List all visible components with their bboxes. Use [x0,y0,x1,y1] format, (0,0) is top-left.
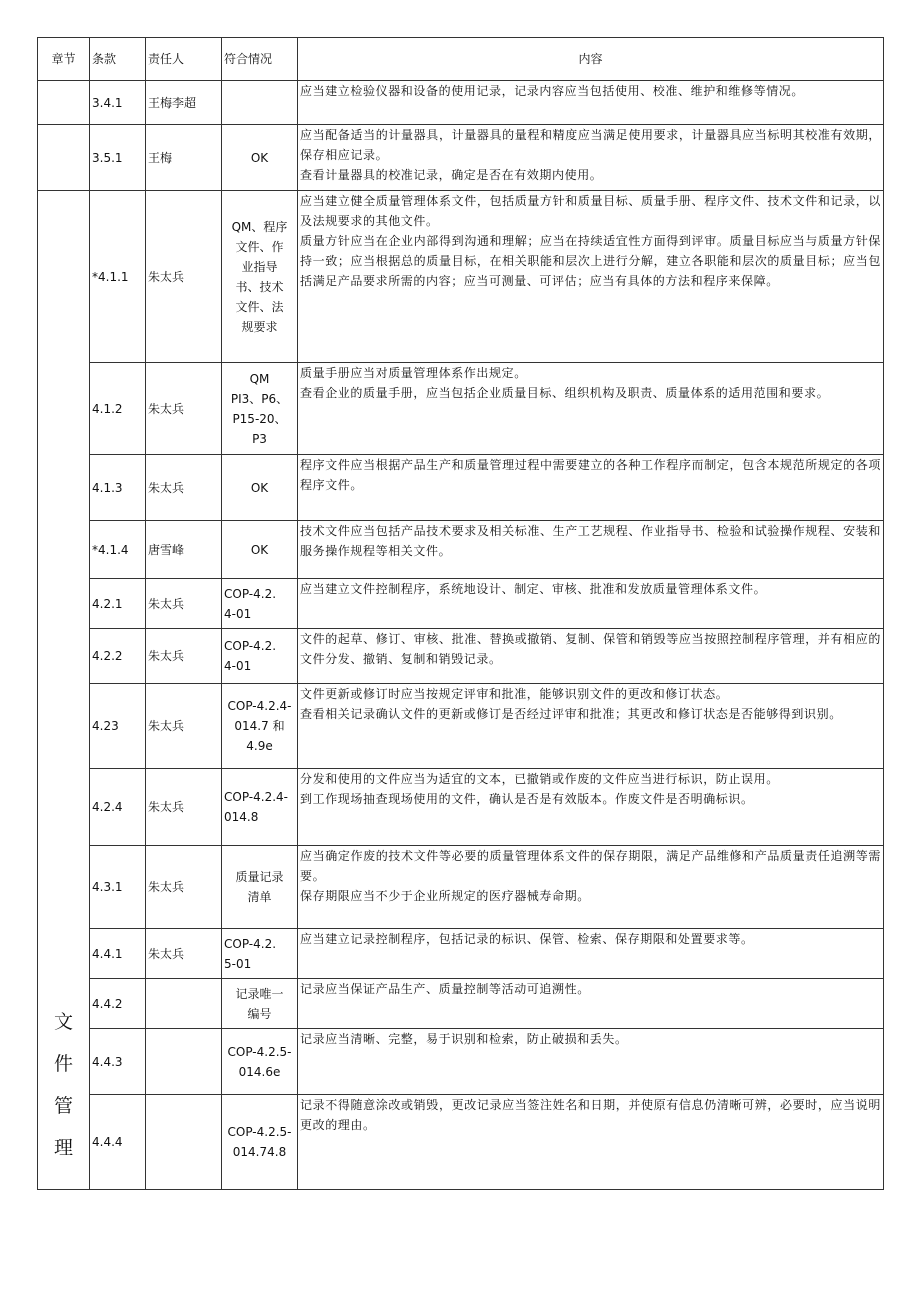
status-cell [222,579,298,629]
clause-cell: 4.1.2 [90,363,146,455]
clause-cell: 3.5.1 [90,125,146,191]
content-cell [298,1095,884,1190]
clause-cell: 4.23 [90,684,146,769]
chapter-char: 理 [53,1137,73,1159]
content-cell [298,363,884,455]
table-row [38,455,884,521]
status-line: COP-4.2.5- [227,1044,292,1059]
clause-cell: 4.2.1 [90,579,146,629]
content-paragraph: 查看相关记录确认文件的更新或修订是否经过评审和批准；其更改和修订状态是否能够得到识别。 [300,707,842,721]
status-line: COP-4.2. [224,936,277,951]
chapter-cell-empty [38,125,90,191]
owner-cell [146,979,222,1029]
content-paragraph: 质量手册应当对质量管理体系作出规定。 [300,366,527,380]
content-cell [298,1029,884,1095]
compliance-table [37,37,884,1190]
content-cell [298,521,884,579]
status-line: COP-4.2.5- [227,1125,292,1139]
content-cell [298,81,884,125]
header-content: 内容 [298,38,884,81]
status-cell [222,81,298,125]
clause-cell: 4.4.2 [90,979,146,1029]
status-line: OK [250,480,269,495]
clause-cell: 4.4.1 [90,929,146,979]
owner-cell: 朱太兵 [146,629,222,684]
status-line: COP-4.2.4- [224,790,288,804]
owner-cell: 朱太兵 [146,579,222,629]
chapter-char: 件 [53,1053,73,1075]
table-row [38,81,884,125]
status-line: 4-01 [224,659,252,673]
status-line: 文件、作 [235,239,284,254]
table-row [38,769,884,846]
status-line: 清单 [247,890,272,904]
content-paragraph: 查看企业的质量手册，应当包括企业质量目标、组织机构及职责、质量体系的适用范围和要求。 [300,386,830,400]
status-line: 014.74.8 [232,1145,287,1159]
table-row [38,125,884,191]
status-line: 4.9e [246,739,273,753]
status-line: 014.6e [238,1064,281,1079]
content-cell [298,455,884,521]
table-row [38,979,884,1029]
owner-cell: 朱太兵 [146,191,222,363]
table-row [38,929,884,979]
clause-cell: *4.1.4 [90,521,146,579]
owner-cell: 朱太兵 [146,929,222,979]
owner-cell: 王梅李超 [146,81,222,125]
content-paragraph: 程序文件应当根据产品生产和质量管理过程中需要建立的各种工作程序而制定，包含本规范所规定的各项程序文件。 [300,458,881,492]
chapter-cell [38,191,90,1190]
header-row [38,38,884,81]
table-row [38,521,884,579]
status-cell [222,629,298,684]
clause-cell: 4.3.1 [90,846,146,929]
status-line: 书、技术 [235,279,284,294]
status-line: 编号 [247,1006,272,1021]
content-paragraph: 文件的起草、修订、审核、批准、替换或撤销、复制、保管和销毁等应当按照控制程序管理，并有相应的文件分发、撤销、复制和销毁记录。 [300,632,881,666]
content-paragraph: 应当建立检验仪器和设备的使用记录，记录内容应当包括使用、校准、维护和维修等情况。 [300,84,805,98]
status-cell [222,979,298,1029]
status-line: P3 [252,431,267,446]
status-line: 质量记录 [235,870,284,884]
status-cell [222,1095,298,1190]
owner-cell: 朱太兵 [146,846,222,929]
table-row [38,579,884,629]
status-line: 5-01 [224,956,252,971]
clause-cell: *4.1.1 [90,191,146,363]
content-paragraph: 保存期限应当不少于企业所规定的医疗器械寿命期。 [300,889,590,903]
clause-cell: 4.4.4 [90,1095,146,1190]
header-chapter: 章节 [38,38,90,81]
content-cell [298,684,884,769]
table-body [38,81,884,1190]
owner-cell: 王梅 [146,125,222,191]
content-cell [298,769,884,846]
content-paragraph: 到工作现场抽查现场使用的文件，确认是否是有效版本。作废文件是否明确标识。 [300,792,754,806]
status-cell [222,455,298,521]
status-cell [222,846,298,929]
status-cell [222,125,298,191]
content-paragraph: 记录应当保证产品生产、质量控制等活动可追溯性。 [300,982,590,996]
content-paragraph: 质量方针应当在企业内部得到沟通和理解；应当在持续适宜性方面得到评审。质量目标应当与质量方针保持一致；应当根据总的质量目标，在相关职能和层次上进行分解，建立各职能和层次的质量目标；应当包括满足产品要求所需的内容；应当可测量、可评估；应当有具体的方法和程序来保障。 [300,234,881,288]
status-line: COP-4.2. [224,639,277,653]
content-paragraph: 分发和使用的文件应当为适宜的文本，已撤销或作废的文件应当进行标识，防止误用。 [300,772,779,786]
table-row [38,684,884,769]
clause-cell: 4.2.4 [90,769,146,846]
owner-cell: 朱太兵 [146,684,222,769]
status-line: QM、程序 [231,219,288,234]
table-row [38,846,884,929]
status-line: 文件、法 [235,299,284,314]
status-line: 014.7 和 [234,719,285,733]
status-line: P15-20、 [232,411,287,426]
status-line: OK [250,542,269,557]
chapter-char: 文 [53,1011,73,1033]
chapter-cell-empty [38,81,90,125]
status-line: 014.8 [224,810,259,824]
content-cell [298,125,884,191]
content-paragraph: 应当建立记录控制程序，包括记录的标识、保管、检索、保存期限和处置要求等。 [300,932,754,946]
content-paragraph: 应当建立健全质量管理体系文件，包括质量方针和质量目标、质量手册、程序文件、技术文件和记录，以及法规要求的其他文件。 [300,194,881,228]
table-row [38,629,884,684]
owner-cell: 朱太兵 [146,363,222,455]
status-line: COP-4.2. [224,586,277,601]
status-line: COP-4.2.4- [227,699,292,713]
clause-cell: 3.4.1 [90,81,146,125]
content-cell [298,929,884,979]
content-paragraph: 应当建立文件控制程序，系统地设计、制定、审核、批准和发放质量管理体系文件。 [300,582,767,596]
header-owner: 责任人 [146,38,222,81]
clause-cell: 4.1.3 [90,455,146,521]
clause-cell: 4.2.2 [90,629,146,684]
status-cell [222,929,298,979]
table-row [38,1029,884,1095]
status-line: QM [249,371,270,386]
content-paragraph: 查看计量器具的校准记录，确定是否在有效期内使用。 [300,168,603,182]
clause-cell: 4.4.3 [90,1029,146,1095]
table-row [38,191,884,363]
content-paragraph: 应当确定作废的技术文件等必要的质量管理体系文件的保存期限，满足产品维修和产品质量责任追溯等需要。 [300,849,881,883]
chapter-char: 管 [53,1095,73,1117]
content-paragraph: 技术文件应当包括产品技术要求及相关标准、生产工艺规程、作业指导书、检验和试验操作规程、安装和服务操作规程等相关文件。 [300,524,881,558]
content-cell [298,629,884,684]
content-cell [298,979,884,1029]
status-line: 4-01 [224,606,252,621]
status-cell [222,363,298,455]
content-paragraph: 文件更新或修订时应当按规定评审和批准，能够识别文件的更改和修订状态。 [300,687,729,701]
table-row [38,363,884,455]
content-paragraph: 记录应当清晰、完整，易于识别和检索，防止破损和丢失。 [300,1032,628,1046]
status-cell [222,1029,298,1095]
table-row [38,1095,884,1190]
owner-cell [146,1029,222,1095]
content-paragraph: 应当配备适当的计量器具，计量器具的量程和精度应当满足使用要求，计量器具应当标明其校准有效期，保存相应记录。 [300,128,881,162]
owner-cell: 朱太兵 [146,769,222,846]
status-line: 规要求 [241,319,278,334]
status-cell [222,521,298,579]
owner-cell: 唐雪峰 [146,521,222,579]
status-line: PI3、P6、 [230,391,289,406]
content-paragraph: 记录不得随意涂改或销毁，更改记录应当签注姓名和日期，并使原有信息仍清晰可辨，必要时，应当说明更改的理由。 [300,1098,881,1132]
status-cell [222,191,298,363]
status-cell [222,769,298,846]
status-line: 记录唯一 [235,986,284,1001]
content-cell [298,191,884,363]
status-line: 业指导 [241,259,278,274]
owner-cell [146,1095,222,1190]
header-clause: 条款 [90,38,146,81]
content-cell [298,846,884,929]
status-cell [222,684,298,769]
content-cell [298,579,884,629]
status-line: OK [250,150,269,165]
owner-cell: 朱太兵 [146,455,222,521]
header-status: 符合情况 [222,38,298,81]
